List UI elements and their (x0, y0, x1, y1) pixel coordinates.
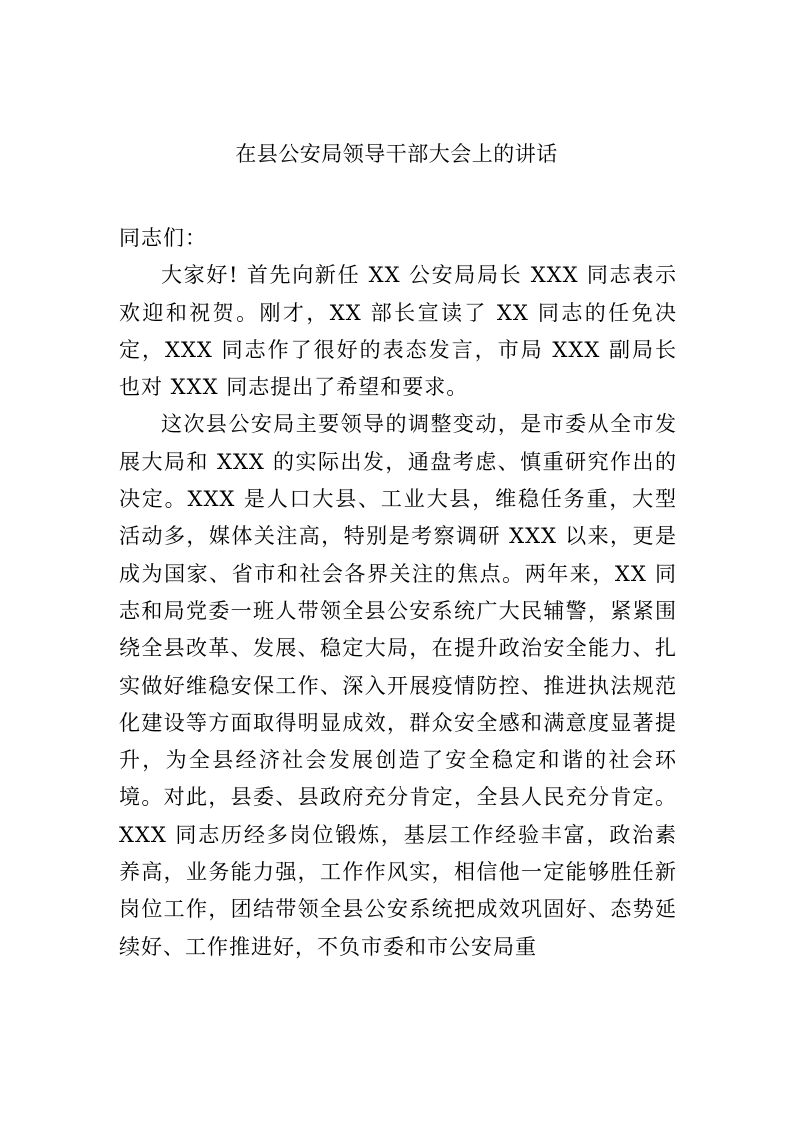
document-body (119, 220, 677, 966)
paragraph-1: 大家好! 首先向新任 XX 公安局局长 XXX 同志表示欢迎和祝贺。刚才，XX 部长宣读了 XX 同志的任免决定，XXX 同志作了很好的表态发言，市局 XXX 副局长也对 XXX 同志提出了希望和要求。 (119, 263, 677, 400)
paragraph-2: 这次县公安局主要领导的调整变动，是市委从全市发展大局和 XXX 的实际出发，通盘考虑、慎重研究作出的决定。XXX 是人口大县、工业大县，维稳任务重，大型活动多，媒体关注高，特别是考察调研 XXX 以来，更是成为国家、省市和社会各界关注的焦点。两年来，XX 同志和局党委一班人带领全县公安系统广大民辅警，紧紧围绕全县改革、发展、稳定大局，在提升政治安全能力、扎实做好维稳安保工作、深入开展疫情防控、推进执法规范化建设等方面取得明显成效，群众安全感和满意度显著提升，为全县经济社会发展创造了安全稳定和谐的社会环境。对此，县委、县政府充分肯定，全县人民充分肯定。XXX 同志历经多岗位锻炼，基层工作经验丰富，政治素养高，业务能力强，工作作风实，相信他一定能够胜任新岗位工作，团结带领全县公安系统把成效巩固好、态势延续好、工作推进好，不负市委和市公安局重 (119, 412, 677, 959)
document-title: 在县公安局领导干部大会上的讲话 (235, 142, 558, 166)
salutation: 同志们： (119, 226, 207, 250)
